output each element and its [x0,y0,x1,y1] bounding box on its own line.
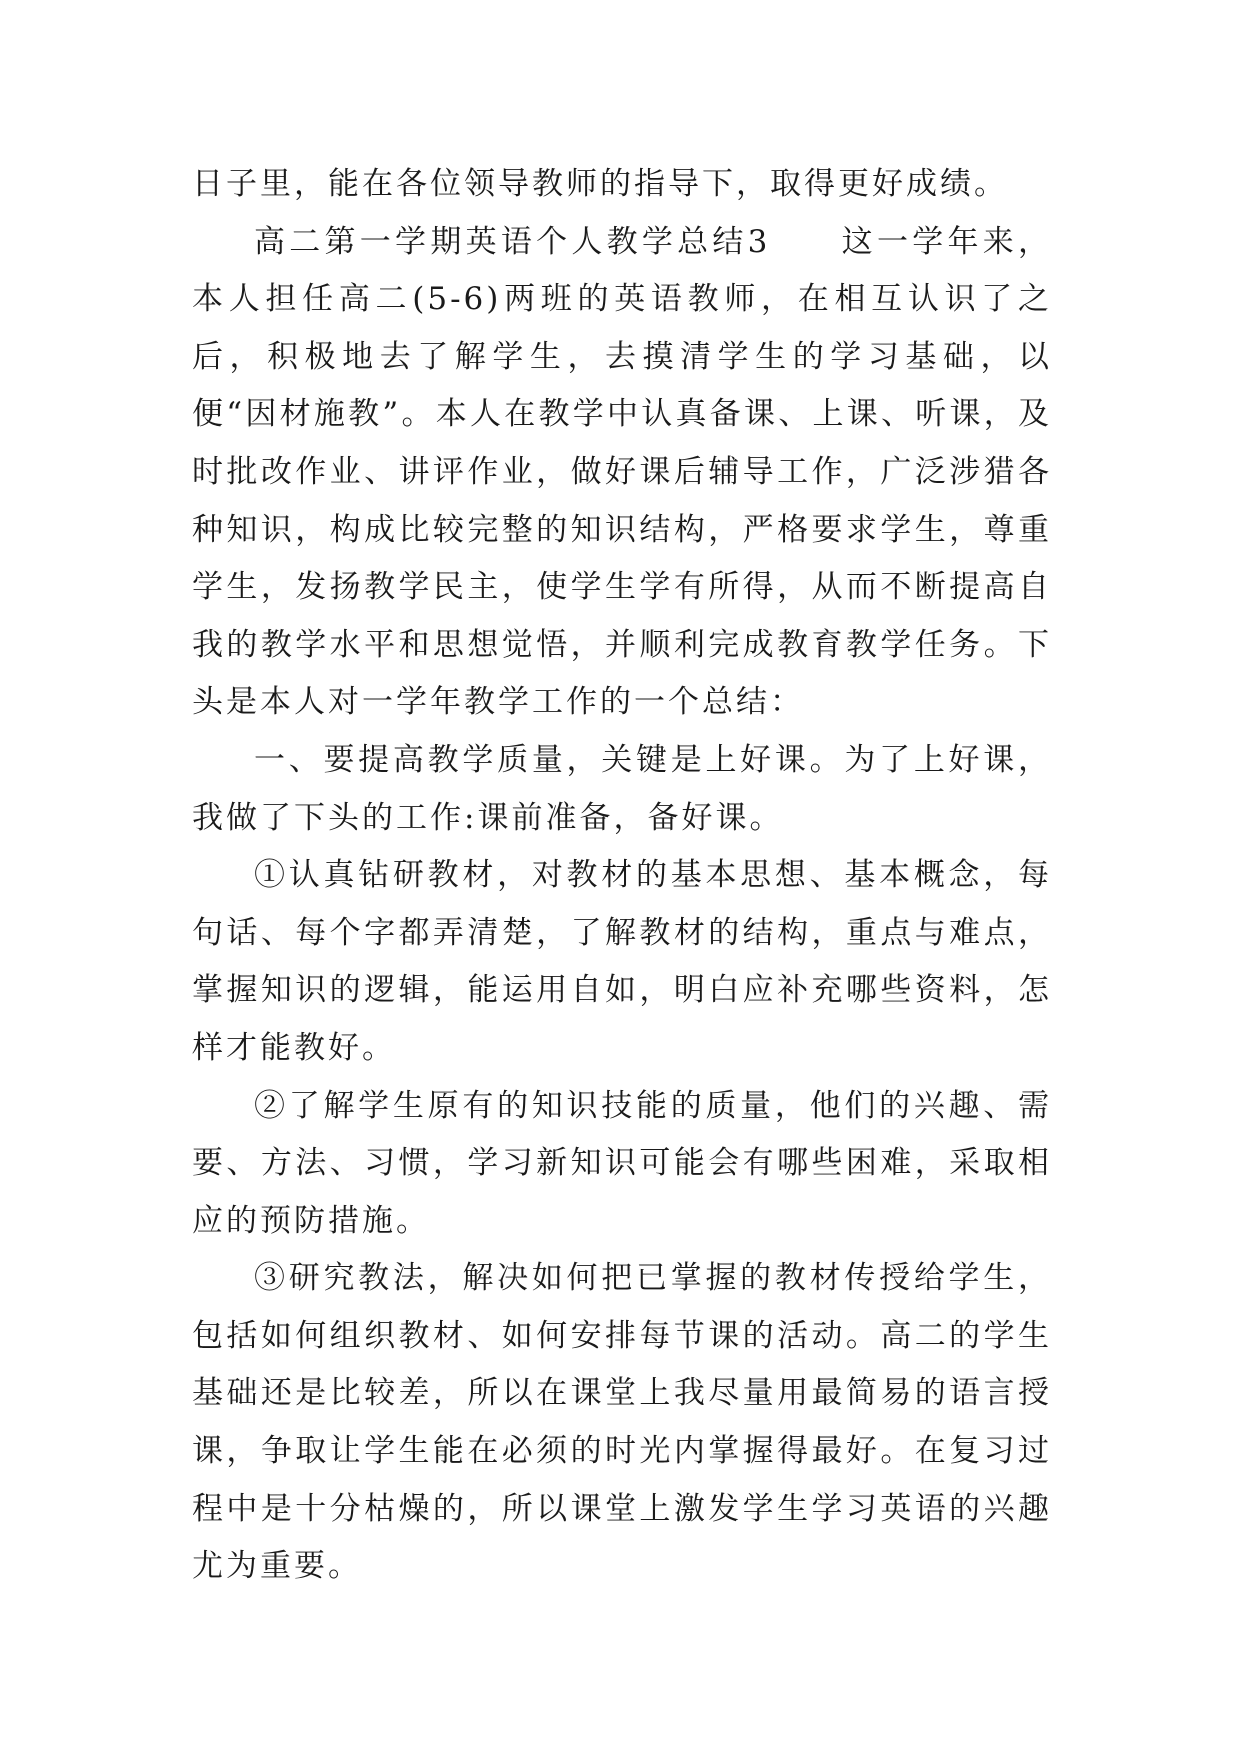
section-heading: 高二第一学期英语个人教学总结3 [254,223,771,260]
paragraph-2-text: 这一学年来，本人担任高二(5-6)两班的英语教师，在相互认识了之后，积极地去了解学生，去摸清学生的学习基础，以便“因材施教”。本人在教学中认真备课、上课、听课，及时批改作业、讲评作业，做好课后辅导工作，广泛涉猎各种知识，构成比较完整的知识结构，严格要求学生，尊重学生，发扬教学民主，使学生学有所得，从而不断提高自我的教学水平和思想觉悟，并顺利完成教育教学任务。下头是本人对一学年教学工作的一个总结： [192,223,1053,721]
document-body [192,156,1052,1596]
paragraph-5: ②了解学生原有的知识技能的质量，他们的兴趣、需要、方法、习惯，学习新知识可能会有哪些困难，采取相应的预防措施。 [192,1087,1052,1239]
paragraph-4: ①认真钻研教材，对教材的基本思想、基本概念，每句话、每个字都弄清楚，了解教材的结构，重点与难点，掌握知识的逻辑，能运用自如，明白应补充哪些资料，怎样才能教好。 [192,857,1052,1066]
paragraph-6: ③研究教法，解决如何把已掌握的教材传授给学生，包括如何组织教材、如何安排每节课的活动。高二的学生基础还是比较差，所以在课堂上我尽量用最简易的语言授课，争取让学生能在必须的时光内掌握得最好。在复习过程中是十分枯燥的，所以课堂上激发学生学习英语的兴趣尤为重要。 [192,1260,1052,1585]
paragraph-1: 日子里，能在各位领导教师的指导下，取得更好成绩。 [192,166,1008,202]
paragraph-2 [192,214,1052,732]
paragraph-3: 一、要提高教学质量，关键是上好课。为了上好课，我做了下头的工作:课前准备，备好课。 [192,741,1052,836]
